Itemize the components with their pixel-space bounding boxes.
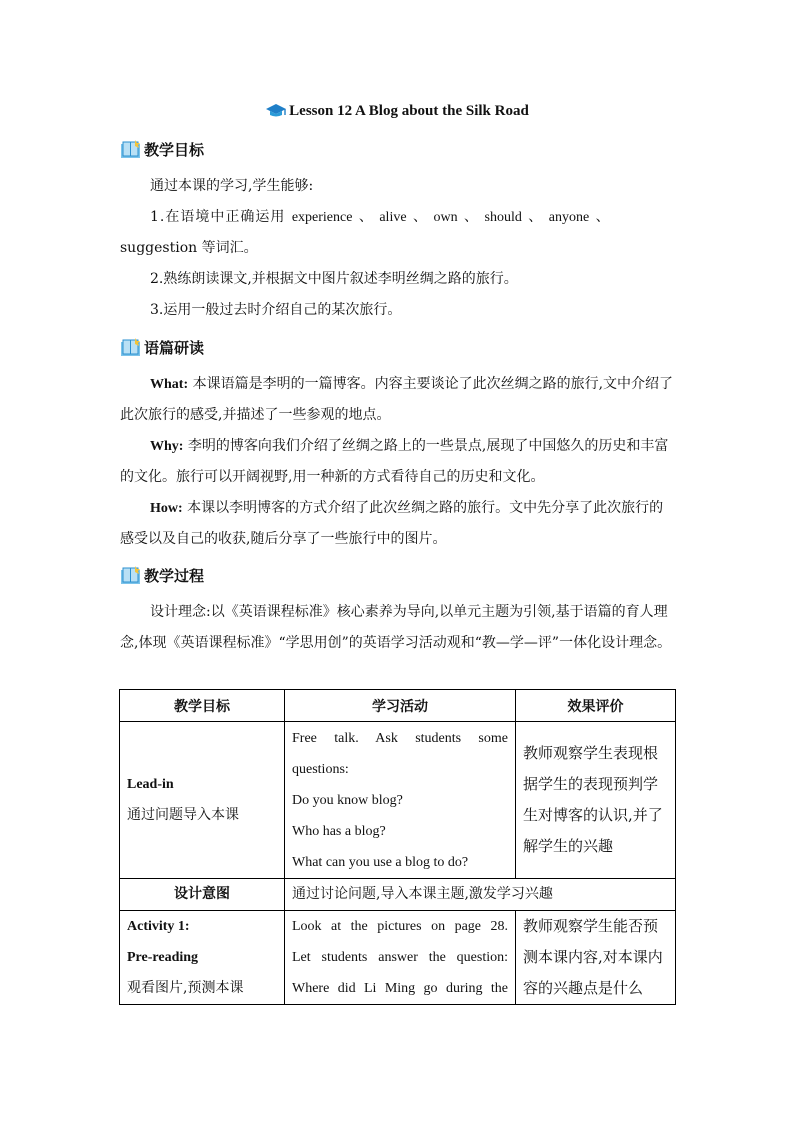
book-icon xyxy=(120,338,142,358)
word-should: should xyxy=(484,210,522,225)
row2-activity-line: Look at the pictures on page 28. xyxy=(292,919,508,934)
table-row xyxy=(120,911,676,1005)
row2-goal-cell xyxy=(120,911,285,1005)
section-process-label: 教学过程 xyxy=(144,567,205,585)
lesson-title xyxy=(0,103,794,120)
table-header-row xyxy=(120,690,676,722)
row1-eval-text: 教师观察学生表现根据学生的表现预判学生对博客的认识,并了解学生的兴趣 xyxy=(523,744,663,855)
row1-activity-line: Free talk. Ask students some xyxy=(292,730,508,746)
what-label: What: xyxy=(150,377,189,392)
section-analysis-heading xyxy=(120,337,204,358)
row1-eval-cell xyxy=(516,722,676,879)
row1-activity-cell xyxy=(285,722,516,879)
graduation-cap-icon xyxy=(265,103,287,119)
why-label: Why: xyxy=(150,439,184,454)
goals-item1-prefix: 1.在语境中正确运用 xyxy=(150,209,286,225)
goals-item-1: 1.在语境中正确运用 experience 、 alive 、 own 、 should 、 anyone 、 xyxy=(150,209,610,225)
section-goals-heading xyxy=(120,139,204,160)
row2-activity-line: Where did Li Ming go during the xyxy=(292,981,508,996)
row2-goal-line: 观看图片,预测本课 xyxy=(127,980,244,996)
header-activity: 学习活动 xyxy=(285,690,516,722)
analysis-why xyxy=(120,431,675,493)
goals-item-2: 2.熟练朗读课文,并根据文中图片叙述李明丝绸之路的旅行。 xyxy=(150,271,518,287)
row2-eval-text: 教师观察学生能否预测本课内容,对本课内容的兴趣点是什么 xyxy=(523,917,663,997)
section-analysis-label: 语篇研读 xyxy=(144,339,205,357)
row1-activity-line: Do you know blog? xyxy=(292,792,403,808)
header-evaluation: 效果评价 xyxy=(516,690,676,722)
how-label: How: xyxy=(150,501,183,516)
section-process-heading xyxy=(120,565,204,586)
row2-activity-line: Let students answer the question: xyxy=(292,950,508,965)
what-text: 本课语篇是李明的一篇博客。内容主要谈论了此次丝绸之路的旅行,文中介绍了此次旅行的感受,并描述了一些参观的地点。 xyxy=(120,376,674,423)
row1-activity-line: Who has a blog? xyxy=(292,823,386,839)
intent-text: 通过讨论问题,导入本课主题,激发学习兴趣 xyxy=(285,879,676,911)
analysis-how xyxy=(120,493,675,555)
analysis-what xyxy=(120,369,675,431)
lesson-plan-table xyxy=(119,689,676,1005)
word-anyone: anyone xyxy=(548,210,590,225)
row1-goal-cell xyxy=(120,722,285,879)
intent-label: 设计意图 xyxy=(120,879,285,911)
row1-activity-line: What can you use a blog to do? xyxy=(292,854,469,870)
row1-goal-title: Lead-in xyxy=(127,777,174,792)
row1-activity-line: questions: xyxy=(292,761,349,777)
word-own: own xyxy=(433,210,458,225)
row2-goal-line: Pre-reading xyxy=(127,950,199,965)
why-text: 李明的博客向我们介绍了丝绸之路上的一些景点,展现了中国悠久的历史和丰富的文化。旅行可以开阔视野,用一种新的方式看待自己的历史和文化。 xyxy=(120,438,669,485)
word-experience: experience xyxy=(291,210,353,225)
lesson-title-text: Lesson 12 A Blog about the Silk Road xyxy=(289,103,529,119)
section-goals-label: 教学目标 xyxy=(144,141,205,159)
goals-item-3: 3.运用一般过去时介绍自己的某次旅行。 xyxy=(150,302,402,318)
goals-item1-line2: suggestion 等词汇。 xyxy=(120,240,258,256)
goals-intro: 通过本课的学习,学生能够: xyxy=(150,178,314,194)
row2-goal-line: Activity 1: xyxy=(127,919,190,934)
table-row xyxy=(120,722,676,879)
how-text: 本课以李明博客的方式介绍了此次丝绸之路的旅行。文中先分享了此次旅行的感受以及自己的收获,随后分享了一些旅行中的图片。 xyxy=(120,500,664,547)
row1-goal-text: 通过问题导入本课 xyxy=(127,807,239,823)
process-concept: 设计理念:以《英语课程标准》核心素养为导向,以单元主题为引领,基于语篇的育人理念,体现《英语课程标准》“学思用创”的英语学习活动观和“教—学—评”一体化设计理念。 xyxy=(120,604,672,651)
header-goal: 教学目标 xyxy=(120,690,285,722)
book-icon xyxy=(120,140,142,160)
book-icon xyxy=(120,566,142,586)
word-alive: alive xyxy=(379,210,407,225)
table-row xyxy=(120,879,676,911)
row2-activity-cell xyxy=(285,911,516,1005)
row2-eval-cell xyxy=(516,911,676,1005)
